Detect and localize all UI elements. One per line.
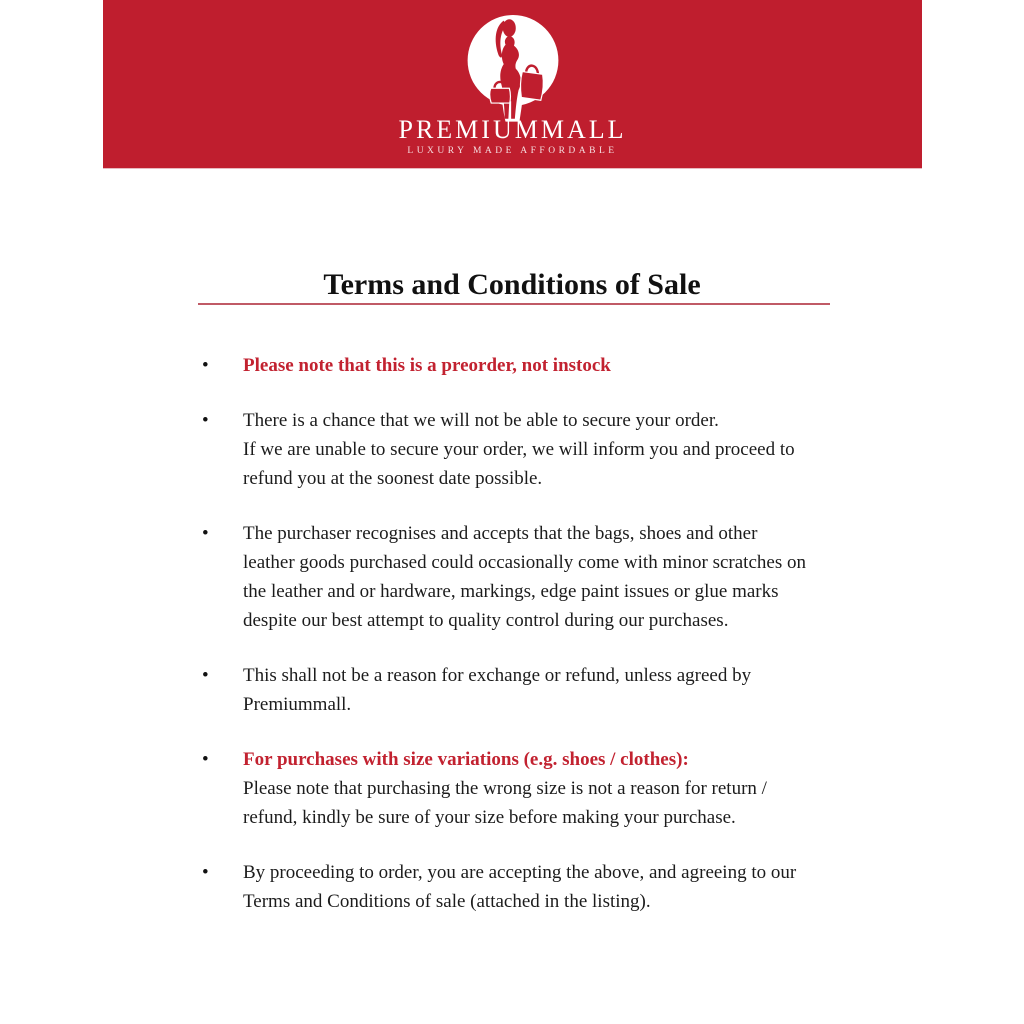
term-text-line: despite our best attempt to quality control during our purchases. — [243, 610, 729, 631]
term-text-line: refund, kindly be sure of your size before making your purchase. — [243, 807, 736, 828]
term-text-line: refund you at the soonest date possible. — [243, 468, 543, 489]
term-text-line: Premiummall. — [243, 694, 352, 715]
brand-tagline: LUXURY MADE AFFORDABLE — [407, 146, 618, 156]
list-item — [200, 858, 860, 916]
term-text-line: • There is a chance that we will not be able to secure your order. — [243, 410, 719, 431]
term-text-line: the leather and or hardware, markings, edge paint issues or glue marks — [243, 581, 779, 602]
term-text-line: If we are unable to secure your order, we will inform you and proceed to — [243, 439, 795, 460]
list-item — [200, 351, 860, 380]
page-title: Terms and Conditions of Sale — [323, 268, 701, 302]
title-divider-line — [198, 303, 830, 305]
list-item — [200, 745, 860, 832]
woman-shopper-with-bags-icon — [453, 3, 573, 129]
term-text-line: Please note that purchasing the wrong size is not a reason for return / — [243, 778, 767, 799]
term-text-line: • The purchaser recognises and accepts that the bags, shoes and other — [243, 523, 758, 544]
term-highlight-line: • Please note that this is a preorder, not instock — [243, 355, 611, 376]
term-highlight-line: • For purchases with size variations (e.g. shoes / clothes): — [243, 749, 689, 770]
term-text-line: • By proceeding to order, you are accepting the above, and agreeing to our — [243, 862, 797, 883]
term-text-line: • This shall not be a reason for exchange or refund, unless agreed by — [243, 665, 752, 686]
list-item — [200, 406, 860, 493]
list-item — [200, 661, 860, 719]
term-text-line: leather goods purchased could occasionally come with minor scratches on — [243, 552, 806, 573]
brand-name: PREMIUMMALL — [398, 115, 627, 144]
term-text-line: Terms and Conditions of sale (attached in the listing). — [243, 891, 651, 912]
terms-list — [200, 351, 860, 942]
brand-header-banner — [103, 0, 922, 168]
list-item — [200, 519, 860, 635]
